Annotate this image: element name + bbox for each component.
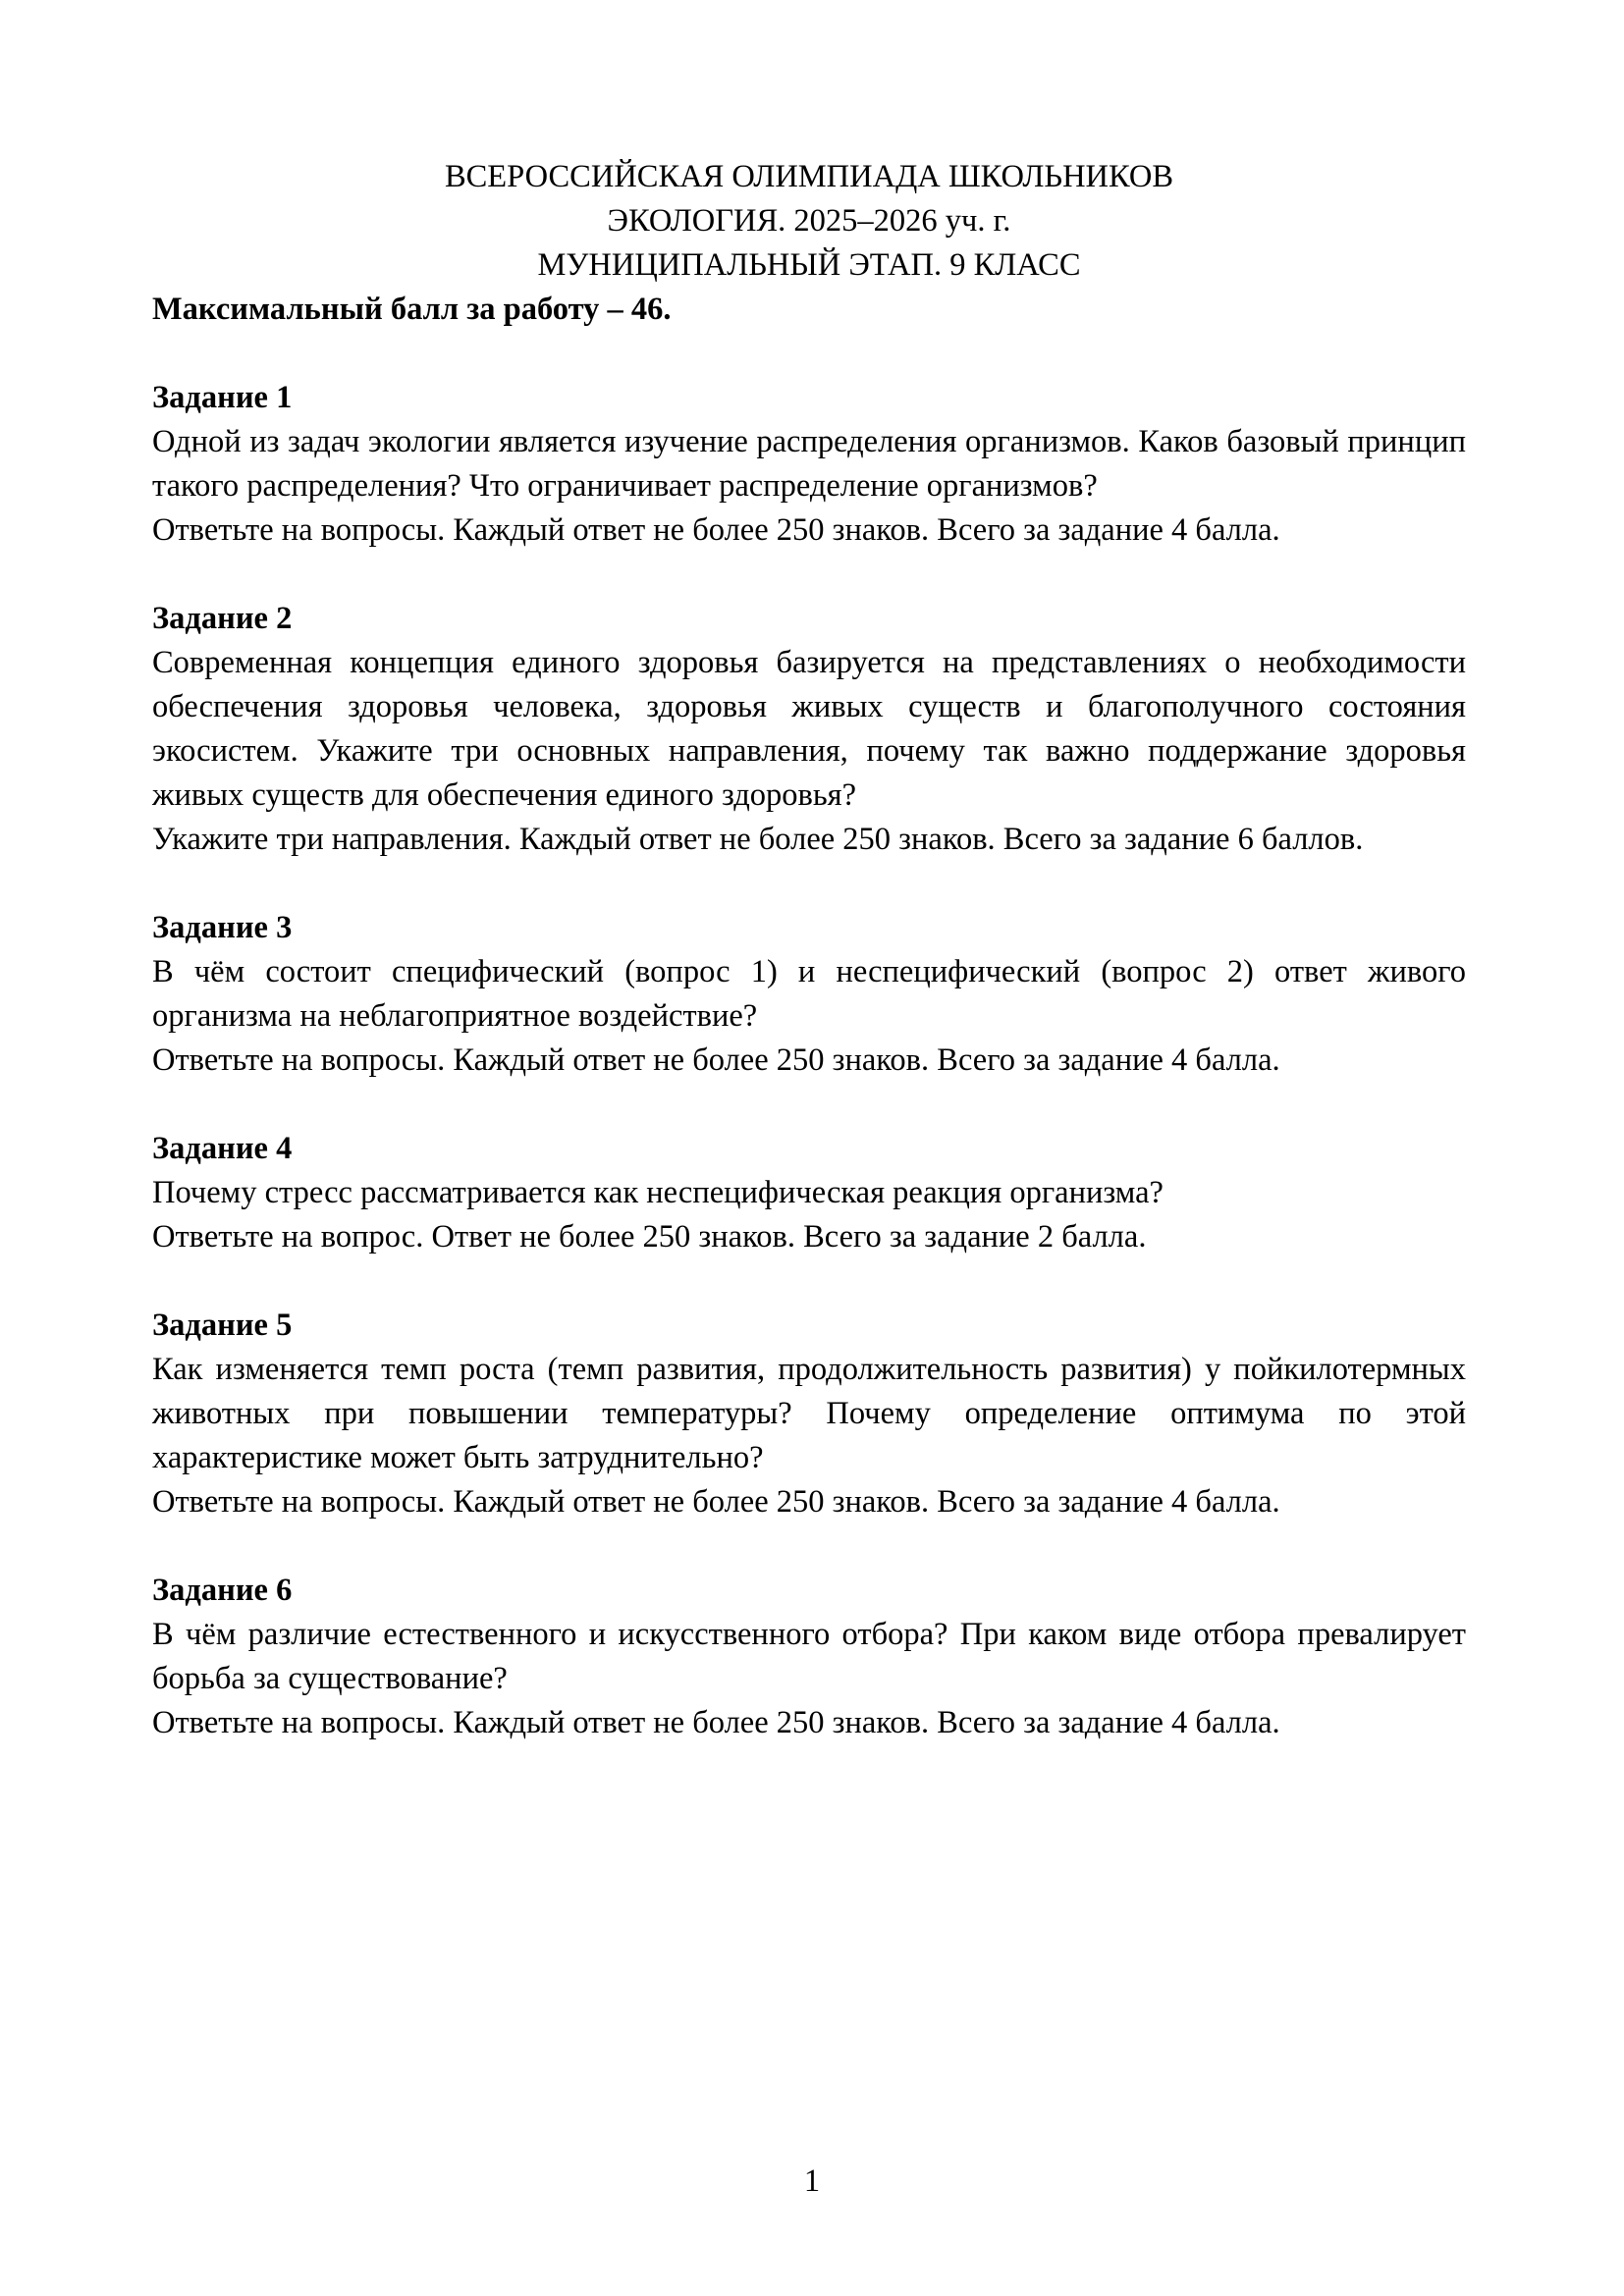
task-5 (152, 1304, 1466, 1524)
task-2-title: Задание 2 (152, 601, 293, 636)
page-number: 1 (803, 2163, 821, 2199)
task-1-body: Одной из задач экологии является изучение распределения организмов. Каков базовый принцип такого распределения? Что ограничивает распределение организмов? (152, 424, 1466, 504)
doc-title-line1: ВСЕРОССИЙСКАЯ ОЛИМПИАДА ШКОЛЬНИКОВ (444, 159, 1174, 194)
task-3-body: В чём состоит специфический (вопрос 1) и неспецифический (вопрос 2) ответ живого организма на неблагоприятное воздействие? (152, 954, 1466, 1034)
task-5-note: Ответьте на вопросы. Каждый ответ не более 250 знаков. Всего за задание 4 балла. (152, 1484, 1280, 1520)
document-content (152, 155, 1466, 1745)
task-5-body: Как изменяется темп роста (темп развития, продолжительность развития) у пойкилотермных животных при повышении температуры? Почему определение оптимума по этой характеристике может быть затруднительно? (152, 1352, 1466, 1475)
task-2 (152, 597, 1466, 862)
task-4-note: Ответьте на вопрос. Ответ не более 250 знаков. Всего за задание 2 балла. (152, 1219, 1147, 1255)
task-6-note: Ответьте на вопросы. Каждый ответ не более 250 знаков. Всего за задание 4 балла. (152, 1705, 1280, 1740)
doc-title-line2: ЭКОЛОГИЯ. 2025–2026 уч. г. (607, 203, 1011, 239)
task-4-title: Задание 4 (152, 1131, 293, 1166)
task-3-title: Задание 3 (152, 910, 293, 945)
task-6 (152, 1569, 1466, 1745)
task-2-note: Укажите три направления. Каждый ответ не более 250 знаков. Всего за задание 6 баллов. (152, 822, 1364, 857)
task-6-title: Задание 6 (152, 1573, 293, 1608)
document-header (152, 155, 1466, 288)
task-6-body: В чём различие естественного и искусственного отбора? При каком виде отбора превалирует борьба за существование? (152, 1617, 1466, 1696)
task-5-title: Задание 5 (152, 1308, 293, 1343)
task-1-note: Ответьте на вопросы. Каждый ответ не более 250 знаков. Всего за задание 4 балла. (152, 512, 1280, 548)
task-1-title: Задание 1 (152, 380, 293, 415)
max-score-line: Максимальный балл за работу – 46. (152, 292, 672, 327)
task-1 (152, 376, 1466, 553)
task-3 (152, 906, 1466, 1083)
task-2-body: Современная концепция единого здоровья базируется на представлениях о необходимости обеспечения здоровья человека, здоровья живых существ и благополучного состояния экосистем. Укажите три основных направления, почему так важно поддержание здоровья живых существ для обеспечения единого здоровья? (152, 645, 1466, 813)
doc-title-line3: МУНИЦИПАЛЬНЫЙ ЭТАП. 9 КЛАСС (537, 247, 1081, 283)
task-4 (152, 1127, 1466, 1259)
task-3-note: Ответьте на вопросы. Каждый ответ не более 250 знаков. Всего за задание 4 балла. (152, 1042, 1280, 1078)
task-4-body: Почему стресс рассматривается как неспецифическая реакция организма? (152, 1175, 1164, 1210)
